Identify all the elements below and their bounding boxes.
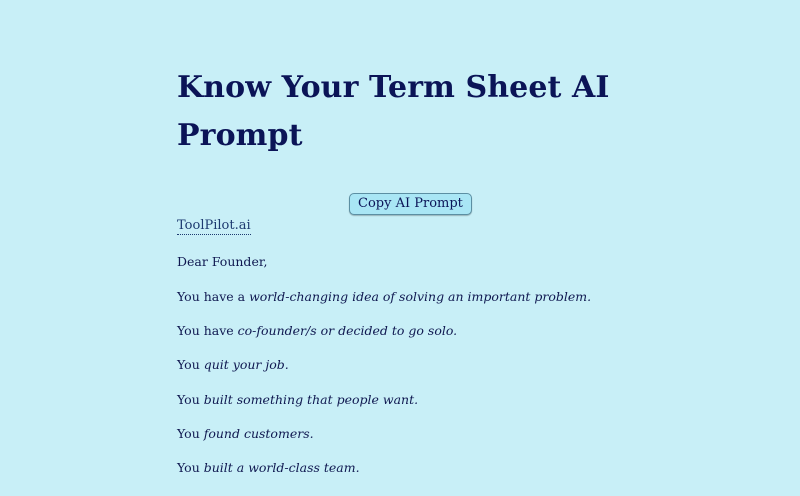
paragraph-customers-italic: found customers.: [203, 426, 314, 441]
paragraph-team-italic: built a world-class team.: [203, 460, 360, 475]
toolpilot-link[interactable]: ToolPilot.ai: [177, 218, 251, 233]
paragraph-quit-job-italic: quit your job.: [203, 357, 289, 372]
paragraph-idea-plain: You have a: [177, 289, 250, 304]
paragraph-built-something-italic: built something that people want.: [203, 392, 419, 407]
article-header: [177, 64, 637, 160]
page-title: [177, 64, 637, 160]
page-title-line-1: Know Your Term Sheet AI: [177, 70, 610, 105]
paragraph-built-something: [177, 392, 418, 408]
paragraph-quit-job-plain: You: [177, 357, 204, 372]
page-title-line-2: Prompt: [177, 118, 303, 153]
paragraph-team: [177, 460, 360, 476]
paragraph-idea: [177, 289, 591, 305]
paragraph-idea-italic: world-changing idea of solving an important problem.: [249, 289, 592, 304]
paragraph-customers-plain: You: [177, 426, 204, 441]
paragraph-cofounder-plain: You have: [177, 323, 238, 338]
paragraph-team-plain: You: [177, 460, 204, 475]
paragraph-cofounder: [177, 323, 457, 339]
paragraph-built-something-plain: You: [177, 392, 204, 407]
copy-ai-prompt-button[interactable]: Copy AI Prompt: [349, 193, 472, 215]
paragraph-cofounder-italic: co-founder/s or decided to go solo.: [237, 323, 458, 338]
paragraph-quit-job: [177, 357, 289, 373]
copy-button-container: [349, 192, 472, 215]
paragraph-customers: [177, 426, 314, 442]
greeting-text: Dear Founder,: [177, 254, 268, 269]
